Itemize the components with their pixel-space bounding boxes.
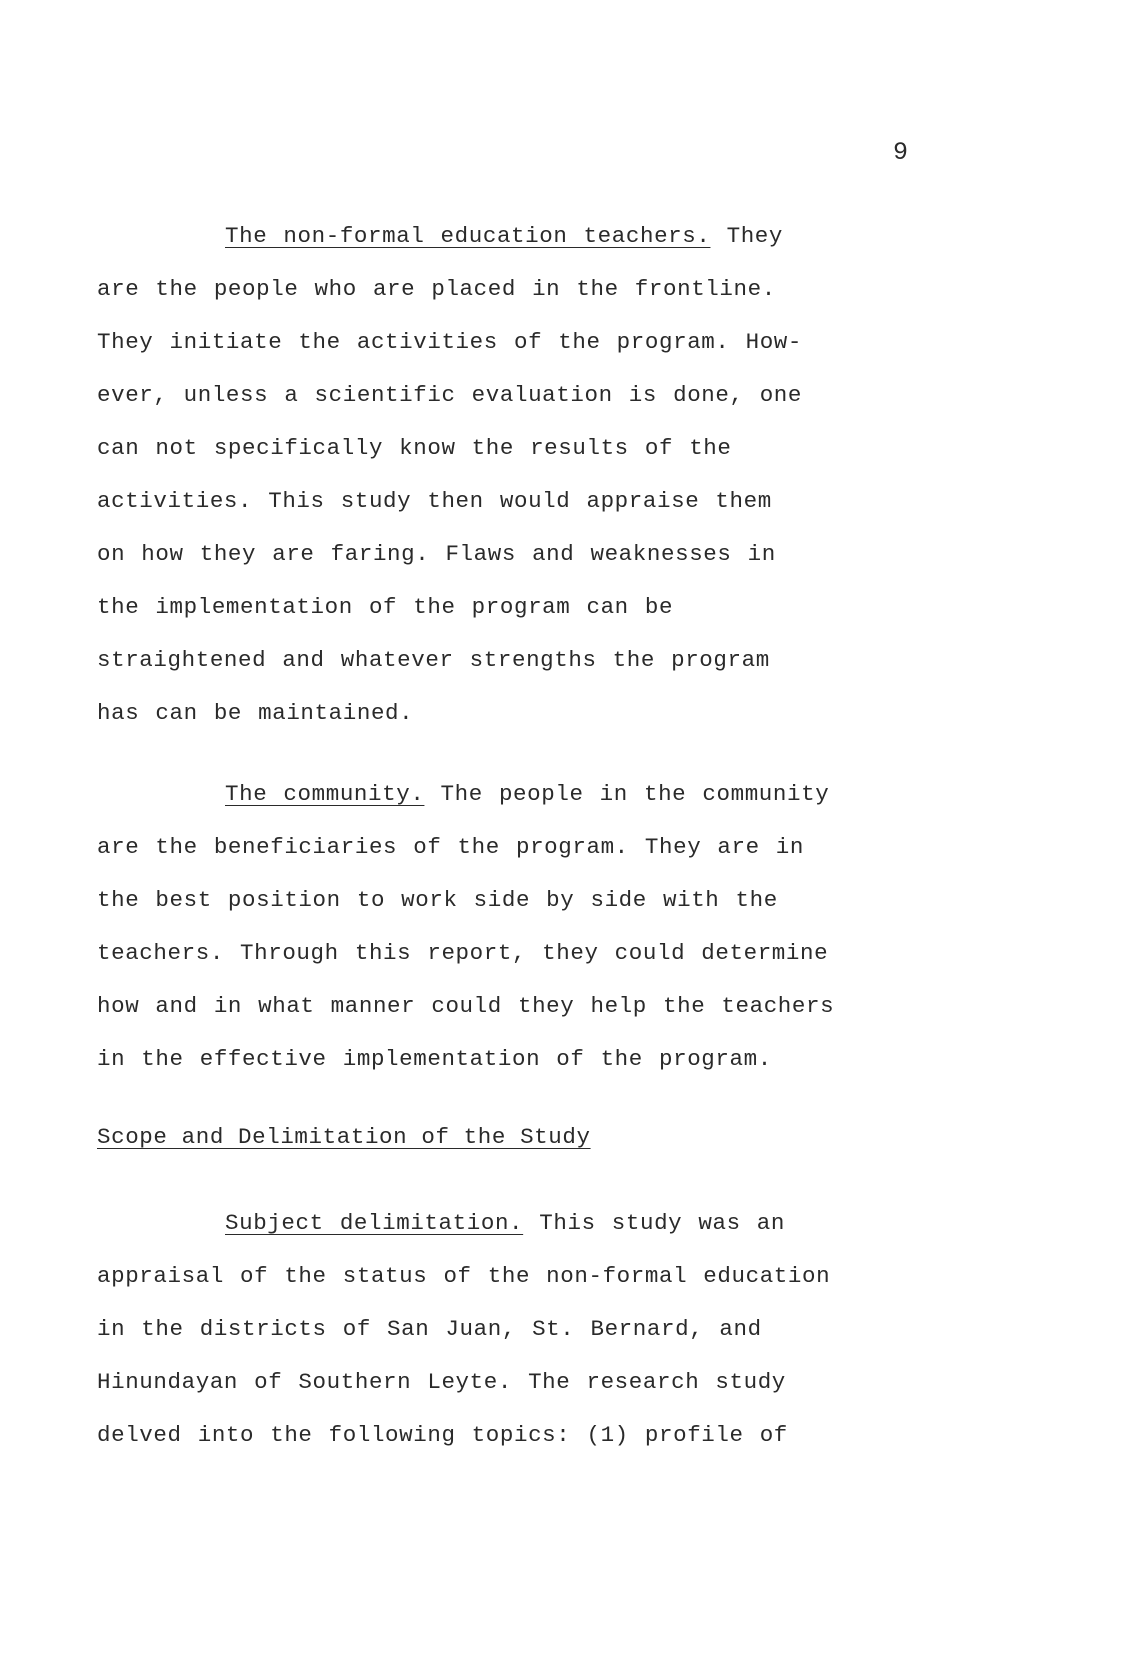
paragraph-line: in the effective implementation of the program. (97, 1046, 772, 1072)
paragraph-heading: The community. (225, 781, 425, 807)
paragraph-heading: Subject delimitation. (225, 1210, 524, 1236)
paragraph-line: Hinundayan of Southern Leyte. The research study (97, 1369, 786, 1395)
paragraph-heading: The non-formal education teachers. (225, 223, 711, 249)
paragraph-line: straightened and whatever strengths the program (97, 647, 770, 673)
paragraph-line: This study was an (539, 1210, 786, 1236)
paragraph-line: has can be maintained. (97, 700, 414, 726)
paragraph-line: in the districts of San Juan, St. Bernard, and (97, 1316, 762, 1342)
paragraph-line: teachers. Through this report, they could determine (97, 940, 829, 966)
paragraph-line: how and in what manner could they help the teachers (97, 993, 835, 1019)
paragraph-nfe-teachers (97, 210, 802, 740)
section-heading: Scope and Delimitation of the Study (97, 1124, 591, 1150)
paragraph-line: on how they are faring. Flaws and weaknesses in (97, 541, 776, 567)
page-number: 9 (893, 138, 910, 167)
paragraph-community (97, 768, 834, 1086)
paragraph-line: are the people who are placed in the frontline. (97, 276, 776, 302)
paragraph-line: the best position to work side by side with the (97, 887, 778, 913)
paragraph-line: appraisal of the status of the non-formal education (97, 1263, 831, 1289)
paragraph-line: They initiate the activities of the program. How- (97, 329, 803, 355)
paragraph-line: can not specifically know the results of the (97, 435, 732, 461)
paragraph-line: are the beneficiaries of the program. They are in (97, 834, 805, 860)
paragraph-subject-delimitation (97, 1197, 830, 1462)
paragraph-line: delved into the following topics: (1) profile of (97, 1422, 788, 1448)
paragraph-line: the implementation of the program can be (97, 594, 674, 620)
paragraph-line: They (726, 223, 784, 249)
paragraph-line: The people in the community (440, 781, 830, 807)
paragraph-line: ever, unless a scientific evaluation is done, one (97, 382, 803, 408)
paragraph-line: activities. This study then would appraise them (97, 488, 772, 514)
